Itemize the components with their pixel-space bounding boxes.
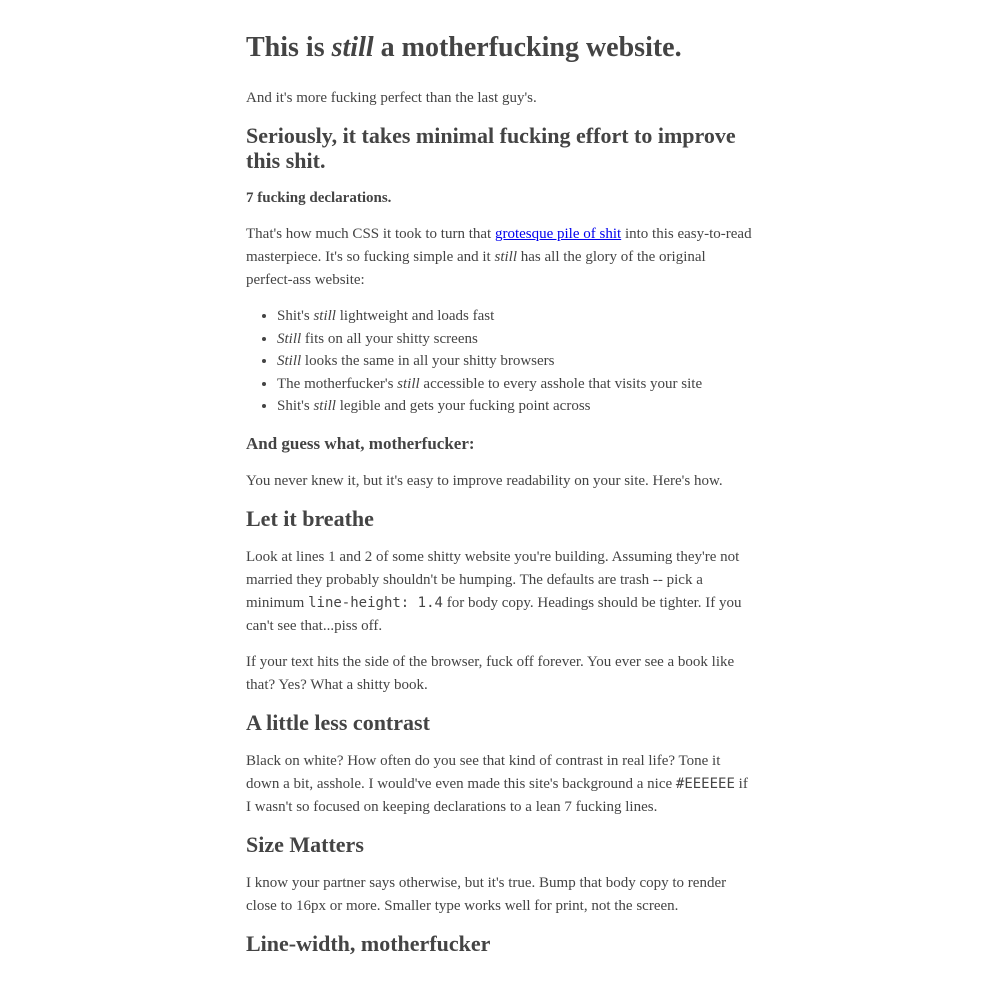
css-paragraph-mid: into this easy-to-read masterpiece. It's so fucking simple and it: [246, 226, 752, 265]
declarations-heading: 7 fucking declarations.: [246, 190, 392, 206]
css-paragraph-emphasis: still: [494, 249, 517, 265]
page-title: [246, 29, 754, 67]
breathe-paragraph-1: [246, 546, 754, 638]
css-paragraph-post: has all the glory of the original perfect-ass website:: [246, 249, 706, 288]
subtitle-heading: Seriously, it takes minimal fucking effort to improve this shit.: [246, 123, 736, 173]
line-width-heading: Line-width, motherfucker: [246, 930, 491, 956]
features-list: [246, 305, 754, 418]
contrast-paragraph: [246, 750, 754, 819]
guess-paragraph: You never knew it, but it's easy to improve readability on your site. Here's how.: [246, 472, 723, 489]
list-item-pre: Shit's: [277, 398, 314, 414]
list-item-post: looks the same in all your shitty browsers: [301, 353, 555, 369]
list-item: [277, 328, 754, 351]
list-item-emphasis: still: [397, 375, 420, 392]
breathe-paragraph-2: If your text hits the side of the browser, fuck off forever. You ever see a book like that? Yes? What a shitty book.: [246, 653, 735, 693]
page-title-post: a motherfucking website.: [373, 32, 682, 63]
contrast-p-post: if I wasn't so focused on keeping declarations to a lean 7 fucking lines.: [246, 775, 748, 815]
list-item: [277, 350, 754, 373]
size-heading: Size Matters: [246, 831, 364, 857]
background-color-code: #EEEEEE: [675, 775, 735, 792]
list-item: [277, 373, 754, 396]
list-item: [277, 395, 754, 418]
line-height-code: line-height: 1.4: [308, 594, 443, 611]
list-item: [277, 305, 754, 328]
list-item-pre: The motherfucker's: [277, 375, 398, 392]
breathe-p1-post: for body copy. Headings should be tighter. If you can't see that...piss off.: [246, 594, 742, 634]
list-item-pre: Shit's: [277, 308, 314, 324]
list-item-post: accessible to every asshole that visits your site: [419, 375, 703, 392]
contrast-p-pre: Black on white? How often do you see that kind of contrast in real life? Tone it down a bit, asshole. I would've even made this site's background a nice: [246, 752, 721, 792]
list-item-post: fits on all your shitty screens: [301, 330, 478, 347]
list-item-emphasis: Still: [277, 353, 302, 369]
list-item-emphasis: still: [313, 308, 336, 324]
list-item-emphasis: still: [313, 398, 336, 414]
list-item-post: legible and gets your fucking point across: [335, 398, 591, 414]
article: [246, 0, 754, 956]
breathe-heading: Let it breathe: [246, 505, 374, 531]
grotesque-link[interactable]: grotesque pile of shit: [494, 226, 622, 242]
size-paragraph: I know your partner says otherwise, but it's true. Bump that body copy to render close to 16px or more. Smaller type works well for print, not the screen.: [246, 874, 727, 914]
page-title-pre: This is: [246, 32, 332, 63]
guess-heading: And guess what, motherfucker:: [246, 433, 475, 453]
css-paragraph-pre: That's how much CSS it took to turn that: [246, 226, 495, 242]
intro-paragraph: And it's more fucking perfect than the last guy's.: [246, 90, 537, 106]
list-item-emphasis: Still: [277, 330, 302, 347]
css-paragraph: [246, 223, 754, 292]
page-title-emphasis: still: [331, 32, 374, 63]
list-item-post: lightweight and loads fast: [335, 308, 495, 324]
contrast-heading: A little less contrast: [246, 709, 430, 735]
breathe-p1-pre: Look at lines 1 and 2 of some shitty website you're building. Assuming they're not married they probably shouldn't be humping. The defaults are trash -- pick a minimum: [246, 548, 740, 611]
